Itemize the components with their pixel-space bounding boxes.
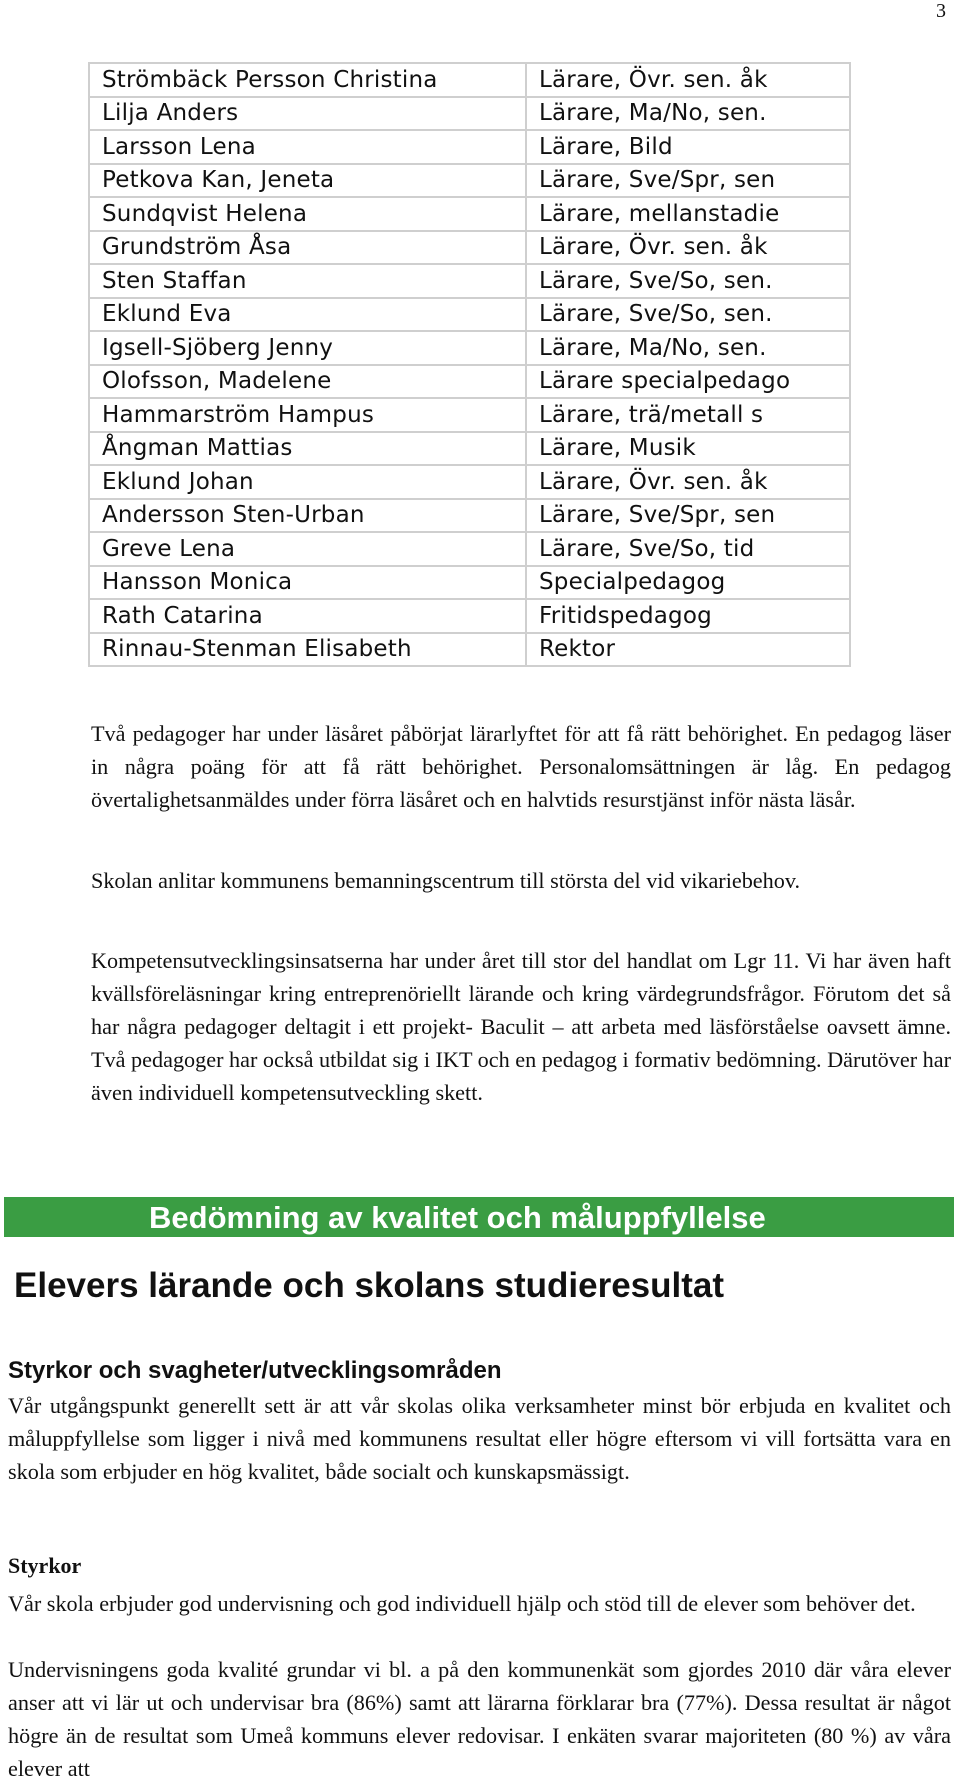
staff-name-cell: Eklund Eva <box>89 298 526 332</box>
page-number: 3 <box>936 0 946 22</box>
table-row <box>89 432 850 466</box>
strengths-heading: Styrkor <box>8 1553 82 1578</box>
staff-table <box>88 62 851 667</box>
table-row <box>89 331 850 365</box>
table-row <box>89 566 850 600</box>
table-row <box>89 298 850 332</box>
table-row <box>89 264 850 298</box>
staff-name-cell: Hammarström Hampus <box>89 398 526 432</box>
subheading: Styrkor och svagheter/utvecklingsområden <box>8 1357 502 1384</box>
staff-role-cell: Lärare, Ma/No, sen. <box>526 331 850 365</box>
staff-name-cell: Eklund Johan <box>89 465 526 499</box>
table-row <box>89 164 850 198</box>
paragraph-competence: Två pedagoger har under läsåret påbörjat lärarlyftet för att få rätt behörighet. En pedagog läser in några poäng för att få rätt behörighet. Personalomsättningen är låg. En pedagog övertalighetsanmäldes under förra läsåret och en halvtids resurstjänst inför nästa läsår. <box>91 721 951 812</box>
table-row <box>89 465 850 499</box>
intro-paragraph: Vår utgångspunkt generellt sett är att vår skolas olika verksamheter minst bör erbjuda en kvalitet och måluppfyllelse som ligger i nivå med kommunens resultat eller högre eftersom vi vill fortsätta vara en skola som erbjuder en hög kvalitet, både socialt och kunskapsmässigt. <box>8 1393 951 1484</box>
staff-name-cell: Strömbäck Persson Christina <box>89 63 526 97</box>
staff-role-cell: Lärare specialpedago <box>526 365 850 399</box>
staff-role-cell: Lärare, Sve/So, sen. <box>526 298 850 332</box>
paragraph-substitutes: Skolan anlitar kommunens bemanningscentrum till största del vid vikariebehov. <box>91 868 801 893</box>
staff-role-cell: Lärare, Övr. sen. åk <box>526 231 850 265</box>
staff-role-cell: Lärare, Sve/Spr, sen <box>526 499 850 533</box>
staff-role-cell: Specialpedagog <box>526 566 850 600</box>
staff-role-cell: Lärare, Sve/So, sen. <box>526 264 850 298</box>
table-row <box>89 599 850 633</box>
staff-role-cell: Lärare, Musik <box>526 432 850 466</box>
staff-name-cell: Hansson Monica <box>89 566 526 600</box>
staff-name-cell: Sten Staffan <box>89 264 526 298</box>
staff-name-cell: Igsell-Sjöberg Jenny <box>89 331 526 365</box>
staff-role-cell: Lärare, Övr. sen. åk <box>526 63 850 97</box>
staff-name-cell: Greve Lena <box>89 532 526 566</box>
staff-name-cell: Larsson Lena <box>89 130 526 164</box>
staff-role-cell: Lärare, mellanstadie <box>526 197 850 231</box>
staff-name-cell: Grundström Åsa <box>89 231 526 265</box>
staff-role-cell: Lärare, Ma/No, sen. <box>526 97 850 131</box>
table-row <box>89 499 850 533</box>
staff-name-cell: Andersson Sten-Urban <box>89 499 526 533</box>
table-row <box>89 97 850 131</box>
staff-role-cell: Lärare, Sve/Spr, sen <box>526 164 850 198</box>
staff-role-cell: Rektor <box>526 633 850 667</box>
staff-name-cell: Petkova Kan, Jeneta <box>89 164 526 198</box>
staff-name-cell: Sundqvist Helena <box>89 197 526 231</box>
staff-role-cell: Lärare, Sve/So, tid <box>526 532 850 566</box>
staff-name-cell: Ångman Mattias <box>89 432 526 466</box>
staff-name-cell: Olofsson, Madelene <box>89 365 526 399</box>
table-row <box>89 633 850 667</box>
table-row <box>89 365 850 399</box>
strengths-paragraph-2: Undervisningens goda kvalité grundar vi bl. a på den kommunenkät som gjordes 2010 där våra elever anser att vi lär ut och undervisar bra (86%) samt att lärarna förklarar bra (77%). Dessa resultat är något högre än de resultat som Umeå kommuns elever redovisar. I enkäten svarar majoriteten (80 %) av våra elever att <box>8 1657 951 1781</box>
section-banner <box>4 1197 954 1237</box>
banner-heading: Bedömning av kvalitet och måluppfyllelse <box>149 1200 766 1235</box>
staff-role-cell: Fritidspedagog <box>526 599 850 633</box>
staff-name-cell: Lilja Anders <box>89 97 526 131</box>
table-row <box>89 130 850 164</box>
staff-role-cell: Lärare, trä/metall s <box>526 398 850 432</box>
table-row <box>89 532 850 566</box>
staff-role-cell: Lärare, Övr. sen. åk <box>526 465 850 499</box>
staff-name-cell: Rinnau-Stenman Elisabeth <box>89 633 526 667</box>
staff-name-cell: Rath Catarina <box>89 599 526 633</box>
table-row <box>89 63 850 97</box>
paragraph-development: Kompetensutvecklingsinsatserna har under året till stor del handlat om Lgr 11. Vi har även haft kvällsföreläsningar kring entreprenöriellt lärande och kring värdegrundsfrågor. Förutom det så har några pedagoger deltagit i ett projekt- Baculit – att arbeta med läsförståelse oavsett ämne. Två pedagoger har också utbildat sig i IKT och en pedagog i formativ bedömning. Därutöver har även individuell kompetensutveckling skett. <box>91 948 951 1105</box>
table-row <box>89 398 850 432</box>
section-heading: Elevers lärande och skolans studieresultat <box>14 1266 725 1305</box>
table-row <box>89 197 850 231</box>
table-row <box>89 231 850 265</box>
strengths-paragraph-1: Vår skola erbjuder god undervisning och god individuell hjälp och stöd till de elever som behöver det. <box>8 1591 916 1616</box>
staff-role-cell: Lärare, Bild <box>526 130 850 164</box>
